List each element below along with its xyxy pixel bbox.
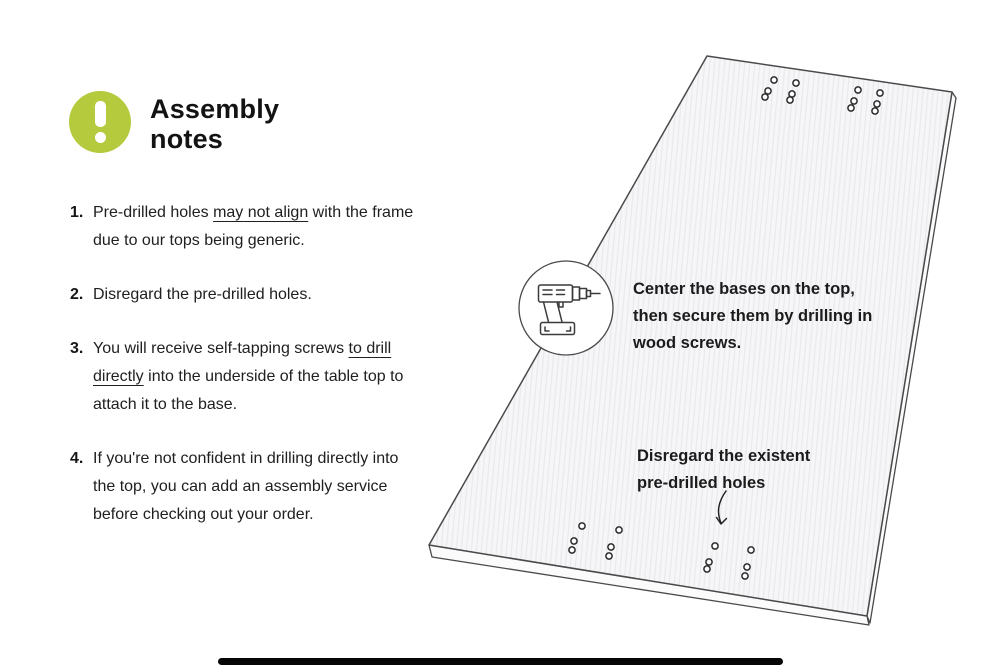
drill-hole	[704, 566, 710, 572]
drill-hole	[874, 101, 880, 107]
drill-hole	[771, 77, 777, 83]
drill-hole	[877, 90, 883, 96]
drill-hole	[762, 94, 768, 100]
drill-bubble	[519, 261, 613, 355]
exclamation-icon	[69, 91, 131, 153]
drill-hole	[712, 543, 718, 549]
note-number: 4.	[70, 450, 84, 467]
note-number: 3.	[70, 340, 84, 357]
note-number: 2.	[70, 286, 84, 303]
drill-hole	[851, 98, 857, 104]
exclamation-dot	[95, 132, 106, 143]
drill-hole	[706, 559, 712, 565]
note-item	[70, 445, 415, 529]
drill-hole	[787, 97, 793, 103]
note-underlined-text: may not align	[213, 204, 309, 221]
drill-hole	[571, 538, 577, 544]
drill-hole	[742, 573, 748, 579]
drill-hole	[765, 88, 771, 94]
drill-hole	[793, 80, 799, 86]
drill-hole	[569, 547, 575, 553]
note-text: Disregard the pre-drilled holes.	[93, 286, 312, 303]
note-number: 1.	[70, 204, 84, 221]
drill-hole	[855, 87, 861, 93]
note-text: Pre-drilled holes may not align with the frame due to our tops being generic.	[93, 204, 414, 249]
page-title-line1: Assembly	[150, 94, 280, 124]
drill-hole	[606, 553, 612, 559]
assembly-notes-list	[70, 199, 415, 555]
note-text: If you're not confident in drilling directly into the top, you can add an assembly service before checking out your order.	[93, 450, 399, 523]
page-title	[150, 94, 279, 154]
drill-hole	[748, 547, 754, 553]
drill-hole	[616, 527, 622, 533]
note-item	[70, 281, 415, 309]
callout-drill-instruction: Center the bases on the top, then secure them by drilling in wood screws.	[633, 280, 873, 352]
page-title-line2: notes	[150, 124, 224, 154]
note-item	[70, 335, 415, 419]
drill-hole	[608, 544, 614, 550]
drill-bubble-circle	[519, 261, 613, 355]
callout-disregard-holes: Disregard the existent pre-drilled holes	[637, 447, 811, 492]
note-text: You will receive self-tapping screws to drill directly into the underside of the table top to attach it to the base.	[93, 340, 404, 413]
note-underlined-text: to drill directly	[93, 340, 392, 385]
exclamation-bar	[95, 101, 106, 127]
drill-hole	[579, 523, 585, 529]
drill-hole	[744, 564, 750, 570]
drill-hole	[848, 105, 854, 111]
drill-hole	[872, 108, 878, 114]
home-indicator-bar	[218, 658, 783, 665]
note-item	[70, 199, 415, 255]
